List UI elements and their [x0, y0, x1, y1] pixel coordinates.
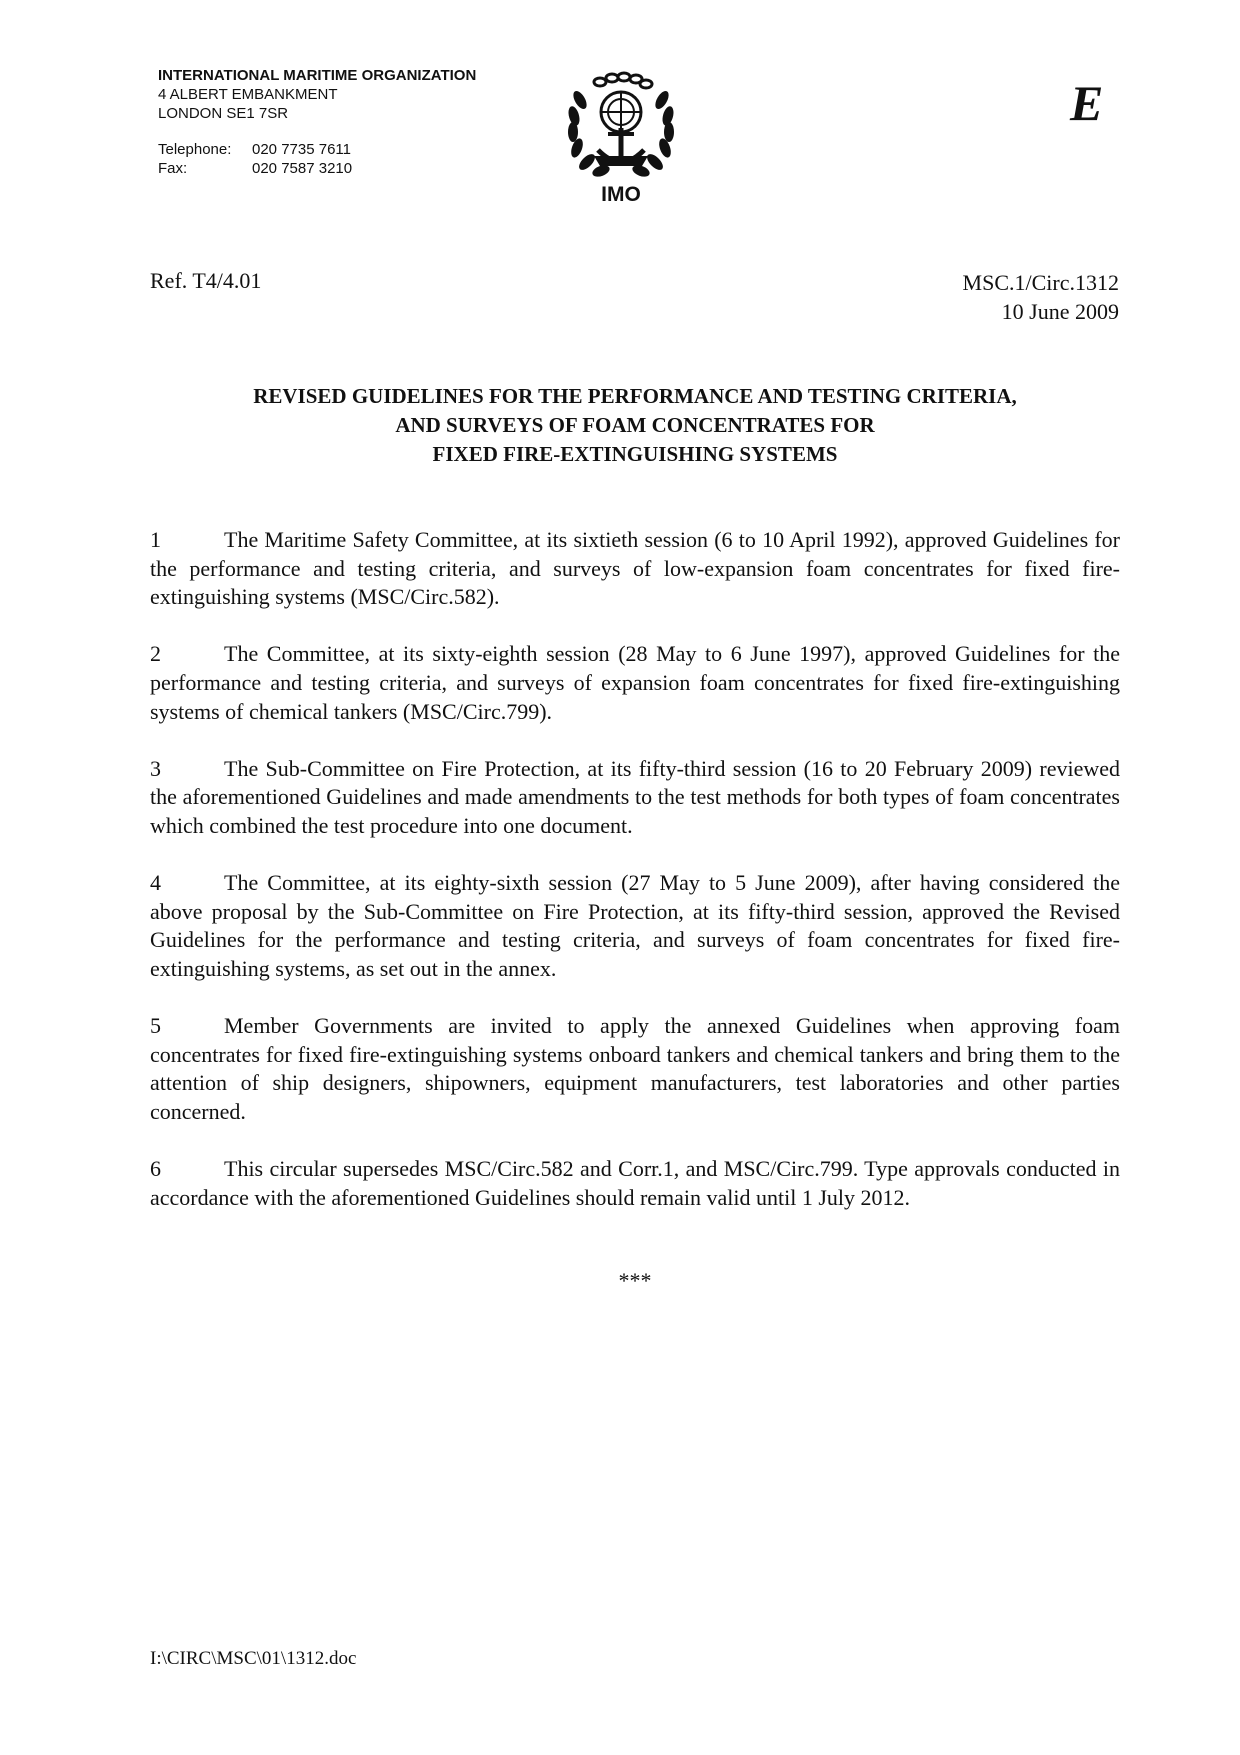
- paragraph-text: This circular supersedes MSC/Circ.582 and Corr.1, and MSC/Circ.799. Type approvals conducted in accordance with the aforementioned Guidelines should remain valid until 1 July 2012.: [150, 1156, 1120, 1210]
- telephone-row: [158, 140, 476, 159]
- fax-label: Fax:: [158, 160, 188, 177]
- paragraph-text: The Committee, at its eighty-sixth session (27 May to 5 June 2009), after having considered the above proposal by the Sub-Committee on Fire Protection, at its fifty-third session, approved the Revised Guidelines for the performance and testing criteria, and surveys of foam concentrates for fixed fire-extinguishing systems, as set out in the annex.: [150, 870, 1120, 981]
- document-date: 10 June 2009: [1001, 299, 1119, 324]
- paragraph-text: The Committee, at its sixty-eighth session (28 May to 6 June 1997), approved Guidelines for the performance and testing criteria, and surveys of expansion foam concentrates for fixed fire-extinguishing systems of chemical tankers (MSC/Circ.799).: [150, 641, 1120, 724]
- paragraph-number: 6: [150, 1156, 161, 1182]
- document-identifier: [963, 268, 1119, 326]
- language-mark: E: [1070, 75, 1104, 131]
- title-line-1: REVISED GUIDELINES FOR THE PERFORMANCE AND TESTING CRITERIA,: [253, 384, 1017, 408]
- logo-text: IMO: [601, 183, 641, 206]
- paragraph-6: [150, 1155, 1120, 1212]
- address-line-2: LONDON SE1 7SR: [158, 105, 289, 122]
- fax-value: 020 7587 3210: [252, 160, 353, 177]
- title-line-2: AND SURVEYS OF FOAM CONCENTRATES FOR: [395, 413, 875, 437]
- paragraph-number: 3: [150, 755, 161, 781]
- footer-file-path: I:\CIRC\MSC\01\1312.doc: [150, 1648, 357, 1669]
- imo-emblem-icon: [562, 70, 680, 182]
- document-title: [150, 382, 1120, 469]
- paragraph-number: 5: [150, 1013, 161, 1039]
- paragraph-1: [150, 526, 1120, 612]
- org-address-block: [158, 66, 476, 178]
- contact-block: [158, 140, 476, 178]
- telephone-label: Telephone:: [158, 141, 232, 158]
- paragraph-text: Member Governments are invited to apply the annexed Guidelines when approving foam concentrates for fixed fire-extinguishing systems onboard tankers and chemical tankers and bring them to the attention of ship designers, shipowners, equipment manufacturers, test laboratories and other parties concerned.: [150, 1013, 1120, 1124]
- reference-number: Ref. T4/4.01: [150, 268, 262, 293]
- circular-number: MSC.1/Circ.1312: [962, 270, 1119, 295]
- paragraph-text: The Maritime Safety Committee, at its sixtieth session (6 to 10 April 1992), approved Guidelines for the performance and testing criteria, and surveys of low-expansion foam concentrates for fixed fire-extinguishing systems (MSC/Circ.582).: [150, 527, 1120, 610]
- telephone-value: 020 7735 7611: [252, 141, 351, 158]
- paragraph-number: 4: [150, 870, 161, 896]
- org-name: INTERNATIONAL MARITIME ORGANIZATION: [158, 67, 477, 84]
- paragraph-number: 1: [150, 527, 161, 552]
- title-line-3: FIXED FIRE-EXTINGUISHING SYSTEMS: [432, 442, 838, 466]
- paragraph-2: [150, 640, 1120, 726]
- paragraph-5: [150, 1012, 1120, 1126]
- document-body: [150, 526, 1120, 1241]
- paragraph-number: 2: [150, 641, 161, 667]
- paragraph-4: [150, 869, 1120, 983]
- paragraph-text: The Sub-Committee on Fire Protection, at its fifty-third session (16 to 20 February 2009) reviewed the aforementioned Guidelines and made amendments to the test methods for both types of foam concentrates which combined the test procedure into one document.: [150, 755, 1120, 838]
- address-line-1: 4 ALBERT EMBANKMENT: [158, 86, 338, 103]
- section-separator: ***: [618, 1268, 652, 1293]
- paragraph-3: [150, 755, 1120, 841]
- fax-row: [158, 159, 476, 178]
